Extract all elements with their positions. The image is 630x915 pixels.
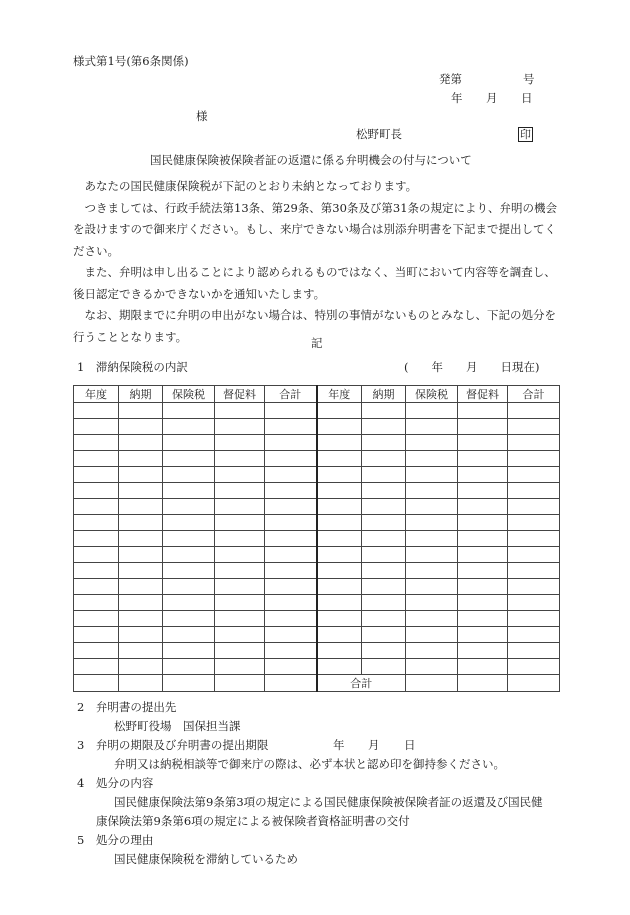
column-header: 督促料 (458, 386, 508, 403)
addressee-suffix: 様 (196, 109, 208, 123)
column-header: 保険税 (406, 386, 458, 403)
table-cell (317, 563, 362, 579)
table-cell (265, 403, 317, 419)
table-cell (406, 547, 458, 563)
table-cell (119, 403, 163, 419)
table-cell (508, 467, 560, 483)
table-cell (362, 611, 406, 627)
table-row (74, 627, 560, 643)
column-header: 年度 (317, 386, 362, 403)
table-cell (508, 547, 560, 563)
table-cell (362, 435, 406, 451)
column-header: 督促料 (215, 386, 265, 403)
table-cell (317, 515, 362, 531)
table-cell (265, 627, 317, 643)
date-month: 月 (486, 91, 498, 105)
arrears-table (73, 385, 560, 692)
table-cell (163, 467, 215, 483)
table-cell (362, 403, 406, 419)
table-cell (458, 563, 508, 579)
table-cell (508, 499, 560, 515)
document-title: 国民健康保険被保険者証の返還に係る弁明機会の付与について (150, 153, 472, 167)
table-cell (362, 547, 406, 563)
table-cell (317, 595, 362, 611)
table-cell (362, 499, 406, 515)
table-cell (215, 547, 265, 563)
table-cell (74, 483, 119, 499)
table-cell (215, 579, 265, 595)
table-cell (163, 515, 215, 531)
table-cell (317, 483, 362, 499)
table-cell (406, 627, 458, 643)
table-cell (317, 451, 362, 467)
table-cell (458, 515, 508, 531)
table-cell (119, 515, 163, 531)
table-cell (508, 563, 560, 579)
table-cell (317, 531, 362, 547)
table-cell (406, 451, 458, 467)
table-cell (119, 451, 163, 467)
section2-content: 松野町役場 国保担当課 (114, 719, 241, 733)
table-row (74, 659, 560, 675)
table-cell (362, 483, 406, 499)
table-cell (215, 531, 265, 547)
table-cell (406, 483, 458, 499)
table-cell (265, 547, 317, 563)
table-cell (74, 467, 119, 483)
table-cell (362, 659, 406, 675)
table-cell (508, 627, 560, 643)
section3-heading: 3 弁明の期限及び弁明書の提出期限 (77, 738, 269, 752)
table-cell (163, 435, 215, 451)
table-row (74, 595, 560, 611)
column-header: 保険税 (163, 386, 215, 403)
table-cell (362, 627, 406, 643)
table-cell (265, 499, 317, 515)
table-cell (74, 547, 119, 563)
table-cell (406, 403, 458, 419)
ki-mark: 記 (311, 336, 323, 350)
table-cell (119, 483, 163, 499)
table-row (74, 547, 560, 563)
section4-heading: 4 処分の内容 (77, 776, 154, 790)
table-cell (119, 627, 163, 643)
body-paragraph: あなたの国民健康保険税が下記のとおり未納となっております。 (84, 179, 418, 193)
table-body (74, 403, 560, 692)
table-row (74, 579, 560, 595)
section1-as-of-date: ( 年 月 日現在) (404, 360, 540, 374)
table-cell (458, 467, 508, 483)
issue-number-suffix: 号 (523, 72, 535, 86)
table-cell (458, 627, 508, 643)
table-cell (406, 515, 458, 531)
table-cell (215, 611, 265, 627)
table-cell (119, 595, 163, 611)
table-cell (74, 579, 119, 595)
section4-content-line2: 康保険法第9条第6項の規定による被保険者資格証明書の交付 (96, 814, 410, 828)
table-cell (74, 659, 119, 675)
body-paragraph: つきましては、行政手続法第13条、第29条、第30条及び第31条の規定により、弁明の機会を設けますので御来庁ください。もし、来庁できない場合は別添弁明書を下記まで提出してください。 (73, 200, 558, 258)
table-cell (163, 499, 215, 515)
table-cell (508, 483, 560, 499)
table-cell (119, 611, 163, 627)
column-header: 年度 (74, 386, 119, 403)
table-cell (265, 483, 317, 499)
table-cell (406, 579, 458, 595)
table-row (74, 467, 560, 483)
table-cell (163, 595, 215, 611)
table-cell (362, 531, 406, 547)
table-cell (265, 467, 317, 483)
table-cell (406, 595, 458, 611)
table-cell (265, 643, 317, 659)
section3-month: 月 (368, 738, 380, 752)
table-cell (74, 595, 119, 611)
issuer-name: 松野町長 (356, 127, 402, 141)
table-cell (119, 547, 163, 563)
issue-number-label: 発第 (439, 72, 462, 86)
table-cell (508, 643, 560, 659)
table-cell (265, 531, 317, 547)
table-cell (74, 563, 119, 579)
table-cell (163, 419, 215, 435)
table-cell (74, 627, 119, 643)
table-cell (163, 579, 215, 595)
table-cell (74, 435, 119, 451)
section4-content-line1: 国民健康保険法第9条第3項の規定による国民健康保険被保険者証の返還及び国民健 (114, 795, 543, 809)
table-cell (458, 451, 508, 467)
table-cell (215, 563, 265, 579)
table-cell (317, 499, 362, 515)
table-cell (362, 467, 406, 483)
table-row (74, 451, 560, 467)
table-cell (317, 579, 362, 595)
table-cell (74, 403, 119, 419)
table-cell (317, 611, 362, 627)
table-cell (215, 435, 265, 451)
table-cell (508, 531, 560, 547)
table-cell (163, 547, 215, 563)
table-cell (119, 419, 163, 435)
table-row (74, 643, 560, 659)
table-cell (458, 419, 508, 435)
table-cell (215, 403, 265, 419)
table-cell (74, 451, 119, 467)
table-row (74, 435, 560, 451)
table-cell (163, 643, 215, 659)
table-cell (406, 467, 458, 483)
table-cell (317, 547, 362, 563)
section1-heading: 1 滞納保険税の内訳 (77, 360, 188, 374)
table-cell (119, 643, 163, 659)
table-cell (265, 563, 317, 579)
table-cell (458, 595, 508, 611)
body-paragraph: また、弁明は申し出ることにより認められるものではなく、当町において内容等を調査し、後日認定できるかできないかを通知いたします。 (73, 265, 556, 301)
table-cell (215, 419, 265, 435)
table-cell (119, 499, 163, 515)
table-cell (119, 659, 163, 675)
table-row (74, 483, 560, 499)
table-cell (317, 403, 362, 419)
column-header: 納期 (119, 386, 163, 403)
table-cell (265, 595, 317, 611)
table-cell (406, 531, 458, 547)
table-cell (119, 579, 163, 595)
table-cell (508, 659, 560, 675)
table-cell (215, 451, 265, 467)
table-cell (362, 643, 406, 659)
table-cell (215, 627, 265, 643)
section5-heading: 5 処分の理由 (77, 833, 154, 847)
table-cell (119, 435, 163, 451)
seal-label: 印 (520, 128, 531, 141)
table-cell (508, 515, 560, 531)
table-row (74, 531, 560, 547)
table-cell (163, 531, 215, 547)
table-cell (215, 499, 265, 515)
table-cell (265, 451, 317, 467)
table-cell (163, 563, 215, 579)
section3-day: 日 (404, 738, 416, 752)
table-row (74, 563, 560, 579)
table-cell (406, 659, 458, 675)
table-cell (508, 403, 560, 419)
table-cell (362, 419, 406, 435)
table-cell (406, 643, 458, 659)
table-header-row (74, 386, 560, 403)
table-cell (74, 643, 119, 659)
table-cell (508, 451, 560, 467)
column-header: 納期 (362, 386, 406, 403)
table-cell (215, 595, 265, 611)
table-cell (119, 563, 163, 579)
table-cell (317, 643, 362, 659)
table-cell (265, 435, 317, 451)
table-cell (508, 579, 560, 595)
table-row (74, 515, 560, 531)
table-cell (458, 435, 508, 451)
section3-year: 年 (333, 738, 345, 752)
table-cell (362, 515, 406, 531)
table-cell (458, 611, 508, 627)
table-cell (508, 611, 560, 627)
table-cell (458, 643, 508, 659)
table-cell (163, 483, 215, 499)
table-cell (508, 435, 560, 451)
table-cell (163, 451, 215, 467)
table-cell (458, 531, 508, 547)
table-cell (74, 611, 119, 627)
table-cell (458, 659, 508, 675)
table-cell (265, 659, 317, 675)
table-cell (362, 451, 406, 467)
table-cell (406, 611, 458, 627)
table-cell (163, 611, 215, 627)
body-text (73, 176, 559, 348)
table-row (74, 403, 560, 419)
table-row (74, 611, 560, 627)
table-cell (508, 595, 560, 611)
table-cell (74, 515, 119, 531)
table-row (74, 499, 560, 515)
table-cell (406, 499, 458, 515)
table-cell (362, 579, 406, 595)
body-paragraph: なお、期限までに弁明の申出がない場合は、特別の事情がないものとみなし、下記の処分を行うこととなります。 (73, 308, 556, 344)
table-cell (74, 499, 119, 515)
table-cell (317, 419, 362, 435)
table-cell (119, 531, 163, 547)
table-cell (265, 611, 317, 627)
table-cell (163, 403, 215, 419)
table-cell (458, 547, 508, 563)
table-cell (362, 595, 406, 611)
table-cell (317, 467, 362, 483)
table-cell (317, 435, 362, 451)
table-cell (74, 419, 119, 435)
table-cell (265, 515, 317, 531)
table-cell (215, 467, 265, 483)
table-cell (215, 659, 265, 675)
date-year: 年 (451, 91, 463, 105)
table-cell (317, 659, 362, 675)
table-cell (119, 467, 163, 483)
seal-mark (518, 127, 533, 142)
table-cell (458, 579, 508, 595)
section2-heading: 2 弁明書の提出先 (77, 700, 177, 714)
table-cell (458, 403, 508, 419)
table-cell (215, 515, 265, 531)
table-cell (362, 563, 406, 579)
table-cell (215, 643, 265, 659)
table-cell (317, 627, 362, 643)
table-total-row (74, 675, 560, 692)
table-cell (458, 483, 508, 499)
column-header: 合計 (508, 386, 560, 403)
table-row (74, 419, 560, 435)
table-cell (406, 563, 458, 579)
table-cell (406, 419, 458, 435)
date-day: 日 (521, 91, 533, 105)
column-header: 合計 (265, 386, 317, 403)
table-cell (508, 419, 560, 435)
table-cell (163, 659, 215, 675)
table-cell (74, 531, 119, 547)
section5-content: 国民健康保険税を滞納しているため (114, 852, 298, 866)
table-cell (406, 435, 458, 451)
table-cell (163, 627, 215, 643)
table-cell (265, 579, 317, 595)
table-cell (215, 483, 265, 499)
table-cell (265, 419, 317, 435)
form-number: 様式第1号(第6条関係) (73, 54, 189, 68)
table-cell (458, 499, 508, 515)
section3-content: 弁明又は納税相談等で御来庁の際は、必ず本状と認め印を御持参ください。 (114, 757, 505, 771)
total-label: 合計 (317, 675, 406, 692)
